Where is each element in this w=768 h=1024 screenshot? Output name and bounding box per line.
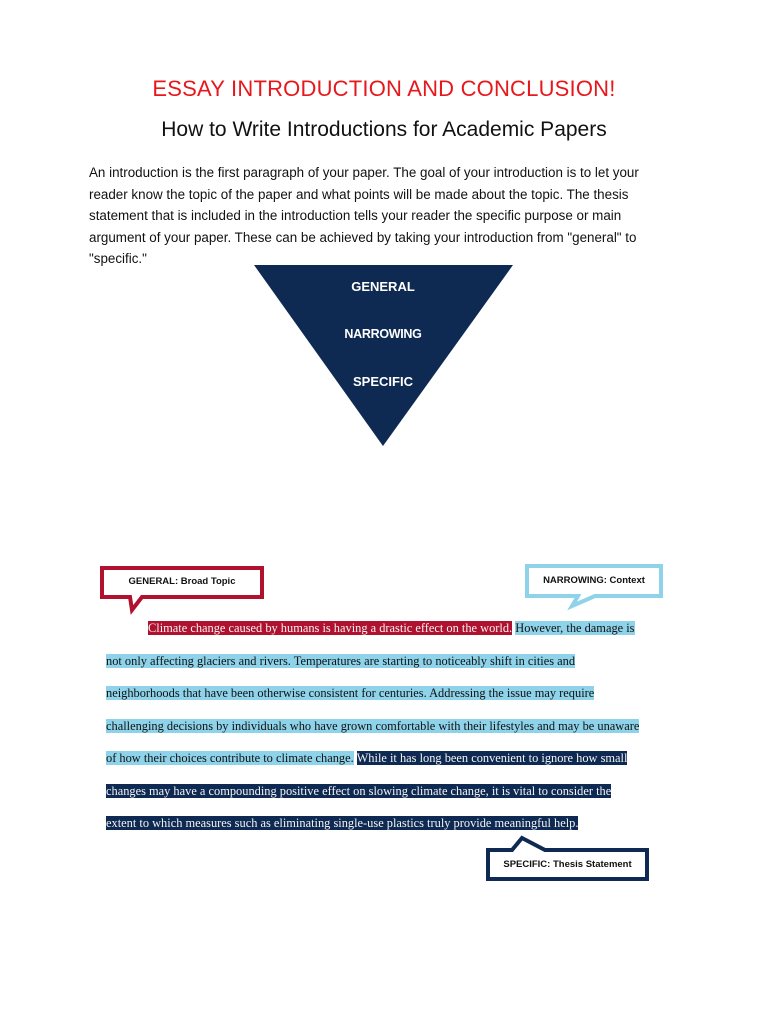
callout-narrowing-label: NARROWING: Context [543, 575, 645, 586]
callout-narrowing-bubble [527, 566, 661, 606]
funnel-label-specific: SPECIFIC [353, 374, 413, 389]
thesis-statement: While it has long been convenient to ignore how small changes may have a compounding positive effect on slowing climate change, it is vital to consider the extent to which measures such as eliminating single-use plastics truly provide meaningful help. [106, 751, 628, 830]
document-title: ESSAY INTRODUCTION AND CONCLUSION! [152, 76, 616, 101]
funnel-label-general: GENERAL [351, 279, 415, 294]
sample-introduction-paragraph [106, 612, 642, 840]
narrowing-sentences: However, the damage is not only affecting glaciers and rivers. Temperatures are starting to noticeably shift in cities and neighborhoods that have been otherwise consistent for centuries. Addressing the issue may require challenging decisions by individuals who have grown comfortable with their lifestyles and may be unaware of how their choices contribute to climate change. [106, 621, 640, 765]
intro-paragraph: An introduction is the first paragraph of your paper. The goal of your introduction is to let your reader know the topic of the paper and what points will be made about the topic. The thesis statement that is included in the introduction tells your reader the specific purpose or main argument of your paper. These can be achieved by taking your introduction from "general" to "specific." [89, 165, 639, 266]
document-subtitle: How to Write Introductions for Academic Papers [161, 118, 607, 141]
callout-general-bubble [102, 568, 262, 610]
general-sentence: Climate change caused by humans is having a drastic effect on the world. [148, 621, 513, 635]
funnel-label-narrowing: NARROWING [344, 327, 422, 341]
callout-specific-label: SPECIFIC: Thesis Statement [503, 859, 632, 870]
callout-general-label: GENERAL: Broad Topic [128, 576, 236, 587]
